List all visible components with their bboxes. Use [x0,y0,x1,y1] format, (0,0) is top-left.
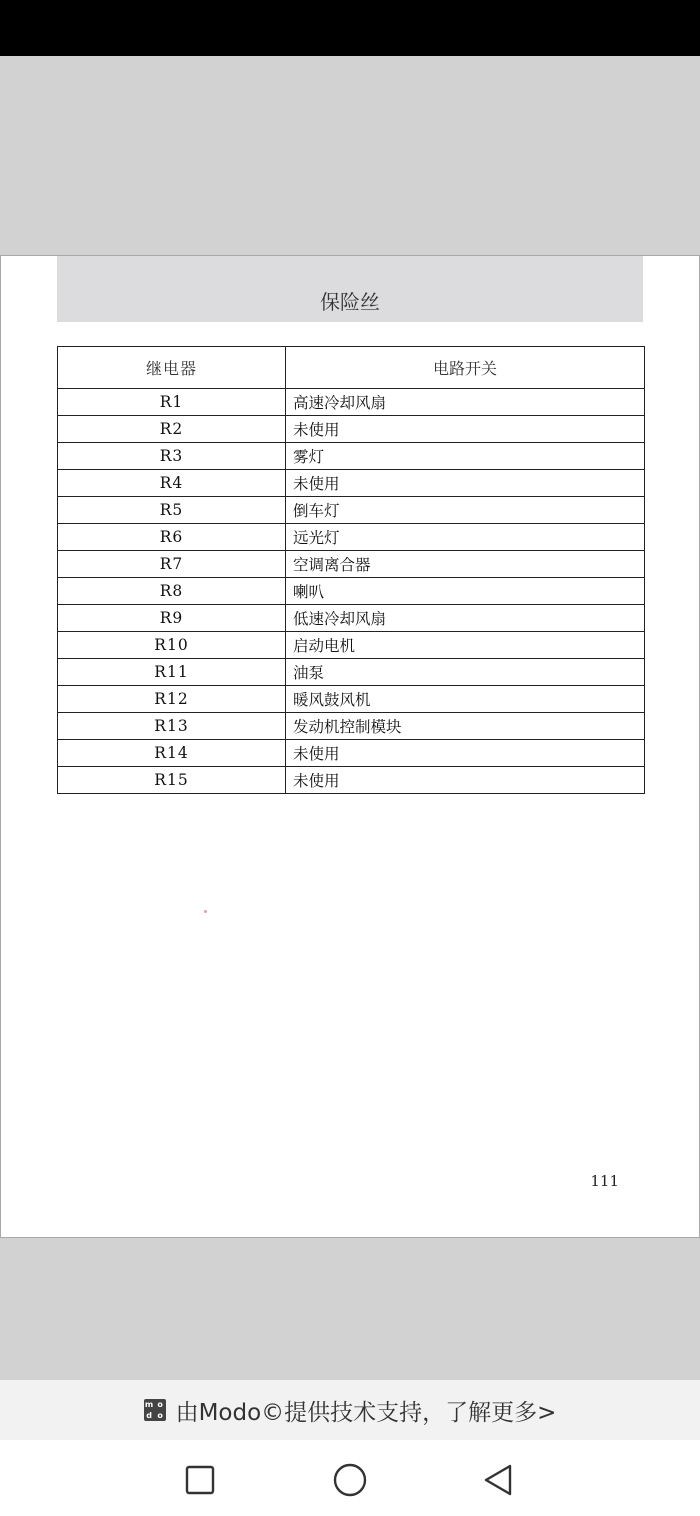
table-row [58,659,645,686]
logo-letter: o [157,1400,163,1409]
table-header-row [58,347,645,389]
table-row [58,551,645,578]
circuit-cell: 启动电机 [286,632,645,659]
column-header-relay: 继电器 [58,347,286,389]
table-row [58,767,645,794]
title-band [57,256,643,322]
circuit-cell: 远光灯 [286,524,645,551]
relay-cell: R3 [58,443,286,470]
circuit-cell: 暖风鼓风机 [286,686,645,713]
relay-cell: R7 [58,551,286,578]
column-header-circuit: 电路开关 [286,347,645,389]
table-row [58,605,645,632]
table-row [58,389,645,416]
navigation-bar [0,1440,700,1516]
relay-cell: R11 [58,659,286,686]
modo-banner[interactable] [0,1380,700,1440]
relay-cell: R12 [58,686,286,713]
relay-cell: R13 [58,713,286,740]
circuit-cell: 未使用 [286,416,645,443]
relay-cell: R14 [58,740,286,767]
square-icon [185,1465,215,1495]
back-button[interactable] [478,1460,518,1500]
relay-cell: R10 [58,632,286,659]
table-row [58,443,645,470]
circuit-cell: 未使用 [286,740,645,767]
circuit-cell: 油泵 [286,659,645,686]
circuit-cell: 雾灯 [286,443,645,470]
table-row [58,632,645,659]
circuit-cell: 高速冷却风扇 [286,389,645,416]
table-row [58,578,645,605]
circle-icon [333,1463,367,1497]
circuit-cell: 未使用 [286,470,645,497]
circuit-cell: 倒车灯 [286,497,645,524]
logo-letter: m [144,1400,154,1409]
relay-cell: R5 [58,497,286,524]
logo-letter: d [146,1411,152,1420]
relay-table [57,346,645,794]
page-title: 保险丝 [320,290,380,314]
stray-mark [204,910,207,913]
circuit-cell: 发动机控制模块 [286,713,645,740]
table-row [58,524,645,551]
table-row [58,740,645,767]
home-button[interactable] [330,1460,370,1500]
status-bar [0,0,700,56]
relay-cell: R9 [58,605,286,632]
recent-apps-button[interactable] [180,1460,220,1500]
relay-cell: R2 [58,416,286,443]
table-row [58,497,645,524]
banner-link-text[interactable]: 由Modo©提供技术支持，了解更多> [175,1399,557,1426]
relay-cell: R1 [58,389,286,416]
document-page [0,255,700,1238]
table-row [58,416,645,443]
relay-cell: R8 [58,578,286,605]
page-number: 111 [590,1172,619,1190]
circuit-cell: 喇叭 [286,578,645,605]
circuit-cell: 空调离合器 [286,551,645,578]
table-row [58,713,645,740]
triangle-back-icon [482,1463,514,1497]
circuit-cell: 低速冷却风扇 [286,605,645,632]
relay-cell: R15 [58,767,286,794]
modo-logo-icon [144,1399,166,1421]
table-row [58,686,645,713]
circuit-cell: 未使用 [286,767,645,794]
logo-letter: o [157,1411,163,1420]
relay-cell: R6 [58,524,286,551]
table-row [58,470,645,497]
relay-cell: R4 [58,470,286,497]
